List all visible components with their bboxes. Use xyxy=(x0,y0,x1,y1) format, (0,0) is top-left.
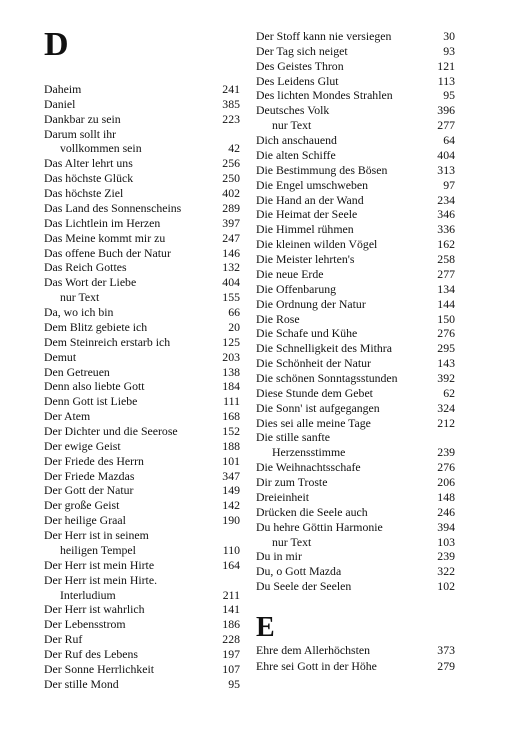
entry-title: Demut xyxy=(44,349,77,364)
entry-title: Dies sei alle meine Tage xyxy=(256,415,371,430)
entry-page-number: 324 xyxy=(437,400,455,415)
entry-page-number: 150 xyxy=(437,311,455,326)
entry-page-number: 241 xyxy=(222,82,240,96)
entry-title: Der Ruf des Lebens xyxy=(44,647,139,662)
entry-page-number: 125 xyxy=(222,334,240,349)
entry-page-number: 258 xyxy=(437,252,455,267)
entry-page-number: 336 xyxy=(437,222,455,237)
entry-title: nur Text xyxy=(272,118,312,133)
entry-title: Die Schafe und Kühe xyxy=(256,326,358,341)
entry-page-number: 149 xyxy=(222,483,240,498)
entry-page-number: 295 xyxy=(437,341,455,356)
entry-page-number: 385 xyxy=(222,96,240,111)
entry-title: Der Tag sich neiget xyxy=(256,43,348,58)
entry-page-number: 190 xyxy=(222,513,240,528)
entry-title: Das Alter lehrt uns xyxy=(44,156,133,171)
entry-page-number: 111 xyxy=(223,394,240,409)
entry-title: Der Dichter und die Seerose xyxy=(44,424,178,438)
entry-page-number: 101 xyxy=(222,453,240,468)
entry-title: Der Herr ist in seinem xyxy=(44,528,149,543)
entry-title: Die alten Schiffe xyxy=(256,147,336,162)
entry-page-number: 277 xyxy=(437,118,455,133)
entry-title: Der große Geist xyxy=(44,498,120,513)
entry-title: Dankbar zu sein xyxy=(44,111,121,126)
entry-title: Deutsches Volk xyxy=(256,103,330,118)
entry-title: Der Lebensstrom xyxy=(44,617,126,632)
entry-page-number: 346 xyxy=(437,207,455,222)
entry-title: Die Himmel rühmen xyxy=(256,222,354,237)
entry-page-number: 141 xyxy=(222,602,240,617)
entry-page-number: 203 xyxy=(222,349,240,364)
entry-page-number: 155 xyxy=(222,290,240,305)
entry-title: Da, wo ich bin xyxy=(44,305,114,320)
entry-page-number: 62 xyxy=(443,385,455,400)
entry-page-number: 64 xyxy=(443,133,455,148)
entry-page-number: 107 xyxy=(222,661,240,676)
entry-title: Der Gott der Natur xyxy=(44,483,134,498)
entry-page-number: 322 xyxy=(437,564,455,579)
entry-title: Die Ordnung der Natur xyxy=(256,296,366,311)
entry-title: Das Wort der Liebe xyxy=(44,275,137,290)
entry-page-number: 247 xyxy=(222,230,240,245)
entry-page-number: 404 xyxy=(222,275,240,290)
entry-title: Den Getreuen xyxy=(44,364,110,379)
entry-page-number: 152 xyxy=(222,424,240,438)
entry-title: Herzensstimme xyxy=(272,445,346,460)
entry-title: Das Land des Sonnenscheins xyxy=(44,200,182,215)
entry-page-number: 279 xyxy=(437,658,455,673)
entry-title: Die Schönheit der Natur xyxy=(256,356,371,371)
entry-title: Die Rose xyxy=(256,311,300,326)
entry-page-number: 373 xyxy=(437,643,455,657)
entry-page-number: 113 xyxy=(437,73,455,88)
entry-title: Die Meister lehrten's xyxy=(256,252,355,267)
entry-page-number: 121 xyxy=(437,58,455,73)
entry-title: Denn also liebte Gott xyxy=(44,379,145,394)
entry-title: nur Text xyxy=(60,290,100,305)
section-letter-e: E xyxy=(256,612,275,643)
entry-title: Du in mir xyxy=(256,549,302,564)
entry-title: Die Schnelligkeit des Mithra xyxy=(256,341,392,356)
entry-title: nur Text xyxy=(272,534,312,549)
entry-title: Dreieinheit xyxy=(256,489,310,504)
entry-title: Dem Blitz gebiete ich xyxy=(44,319,148,334)
entry-title: Das Reich Gottes xyxy=(44,260,127,275)
entry-title: Ehre sei Gott in der Höhe xyxy=(256,658,377,673)
entry-page-number: 144 xyxy=(437,296,455,311)
entry-title: Des lichten Mondes Strahlen xyxy=(256,88,393,103)
entry-title: Die schönen Sonntagsstunden xyxy=(256,371,398,385)
entry-title: Dir zum Troste xyxy=(256,475,328,490)
entry-page-number: 95 xyxy=(228,676,240,691)
entry-page-number: 143 xyxy=(437,356,455,371)
entry-page-number: 148 xyxy=(437,489,455,504)
entry-page-number: 234 xyxy=(437,192,455,207)
entry-page-number: 211 xyxy=(222,587,240,602)
entry-title: Des Geistes Thron xyxy=(256,58,344,73)
entry-title: Die Hand an der Wand xyxy=(256,192,364,207)
entry-title: Ehre dem Allerhöchsten xyxy=(256,643,370,657)
entry-page-number: 110 xyxy=(222,542,240,557)
entry-page-number: 277 xyxy=(437,266,455,281)
entry-page-number: 42 xyxy=(228,141,240,156)
entry-page-number: 276 xyxy=(437,460,455,475)
entry-title: Die kleinen wilden Vögel xyxy=(256,237,378,252)
entry-title: Der Atem xyxy=(44,409,91,424)
entry-page-number: 66 xyxy=(228,305,240,320)
entry-title: Das höchste Glück xyxy=(44,171,134,186)
entry-page-number: 134 xyxy=(437,281,455,296)
entry-page-number: 95 xyxy=(443,88,455,103)
entry-page-number: 184 xyxy=(222,379,240,394)
entry-title: Der Friede des Herrn xyxy=(44,453,144,468)
entry-page-number: 103 xyxy=(437,534,455,549)
entry-page-number: 223 xyxy=(222,111,240,126)
entry-page-number: 30 xyxy=(443,29,455,43)
entry-page-number: 289 xyxy=(222,200,240,215)
entry-title: Der ewige Geist xyxy=(44,438,121,453)
entry-page-number: 206 xyxy=(437,475,455,490)
entry-title: Der Friede Mazdas xyxy=(44,468,135,483)
entry-page-number: 138 xyxy=(222,364,240,379)
entry-title: Der Herr ist mein Hirte. xyxy=(44,572,158,587)
entry-page-number: 102 xyxy=(437,579,455,594)
entry-page-number: 313 xyxy=(437,162,455,177)
entry-page-number: 188 xyxy=(222,438,240,453)
entry-page-number: 246 xyxy=(437,504,455,519)
entry-page-number: 212 xyxy=(437,415,455,430)
entry-title: Der Sonne Herrlichkeit xyxy=(44,661,155,676)
entry-title: Die neue Erde xyxy=(256,266,324,281)
entry-page-number: 396 xyxy=(437,103,455,118)
entry-title: Du, o Gott Mazda xyxy=(256,564,342,579)
entry-title: Das Lichtlein im Herzen xyxy=(44,215,161,230)
entry-page-number: 164 xyxy=(222,557,240,572)
entry-page-number: 146 xyxy=(222,245,240,260)
entry-title: Drücken die Seele auch xyxy=(256,504,368,519)
entry-page-number: 347 xyxy=(222,468,240,483)
entry-title: Der Stoff kann nie versiegen xyxy=(256,29,392,43)
entry-title: Daniel xyxy=(44,96,76,111)
entry-title: Die Sonn' ist aufgegangen xyxy=(256,400,380,415)
entry-title: Interludium xyxy=(60,587,116,602)
entry-page-number: 168 xyxy=(222,409,240,424)
entry-title: Des Leidens Glut xyxy=(256,73,339,88)
entry-title: Daheim xyxy=(44,82,82,96)
entry-page-number: 394 xyxy=(437,519,455,534)
entry-title: Der heilige Graal xyxy=(44,513,126,528)
entry-title: heiligen Tempel xyxy=(60,542,136,557)
entry-title: Dem Steinreich erstarb ich xyxy=(44,334,171,349)
entry-title: Das offene Buch der Natur xyxy=(44,245,171,260)
entry-page-number: 239 xyxy=(437,549,455,564)
entry-page-number: 186 xyxy=(222,617,240,632)
entry-title: Der Herr ist mein Hirte xyxy=(44,557,155,572)
entry-title: Dich anschauend xyxy=(256,133,337,148)
entry-title: Du hehre Göttin Harmonie xyxy=(256,519,383,534)
entry-page-number: 404 xyxy=(437,147,455,162)
entry-page-number: 197 xyxy=(222,647,240,662)
entry-title: Die Bestimmung des Bösen xyxy=(256,162,388,177)
entry-title: Die Heimat der Seele xyxy=(256,207,358,222)
entry-title: Der Ruf xyxy=(44,632,83,647)
entry-page-number: 402 xyxy=(222,186,240,201)
entry-page-number: 276 xyxy=(437,326,455,341)
entry-page-number: 228 xyxy=(222,632,240,647)
entry-title: vollkommen sein xyxy=(60,141,142,156)
entry-page-number: 97 xyxy=(443,177,455,192)
entry-title: Darum sollt ihr xyxy=(44,126,117,141)
entry-title: Du Seele der Seelen xyxy=(256,579,352,594)
entry-title: Der stille Mond xyxy=(44,676,119,691)
entry-title: Die stille sanfte xyxy=(256,430,331,445)
entry-title: Der Herr ist wahrlich xyxy=(44,602,145,617)
entry-title: Diese Stunde dem Gebet xyxy=(256,385,373,400)
entry-title: Denn Gott ist Liebe xyxy=(44,394,138,409)
entry-page-number: 132 xyxy=(222,260,240,275)
entry-page-number: 93 xyxy=(443,43,455,58)
section-letter-d: D xyxy=(44,26,69,63)
entry-page-number: 397 xyxy=(222,215,240,230)
entry-page-number: 162 xyxy=(437,237,455,252)
entry-page-number: 250 xyxy=(222,171,240,186)
entry-title: Das höchste Ziel xyxy=(44,186,124,201)
entry-title: Die Weihnachtsschafe xyxy=(256,460,361,475)
entry-page-number: 20 xyxy=(228,319,240,334)
entry-title: Das Meine kommt mir zu xyxy=(44,230,166,245)
entry-page-number: 256 xyxy=(222,156,240,171)
entry-title: Die Engel umschweben xyxy=(256,177,369,192)
entry-page-number: 142 xyxy=(222,498,240,513)
entry-page-number: 239 xyxy=(437,445,455,460)
entry-title: Die Offenbarung xyxy=(256,281,337,296)
entry-page-number: 392 xyxy=(437,371,455,385)
